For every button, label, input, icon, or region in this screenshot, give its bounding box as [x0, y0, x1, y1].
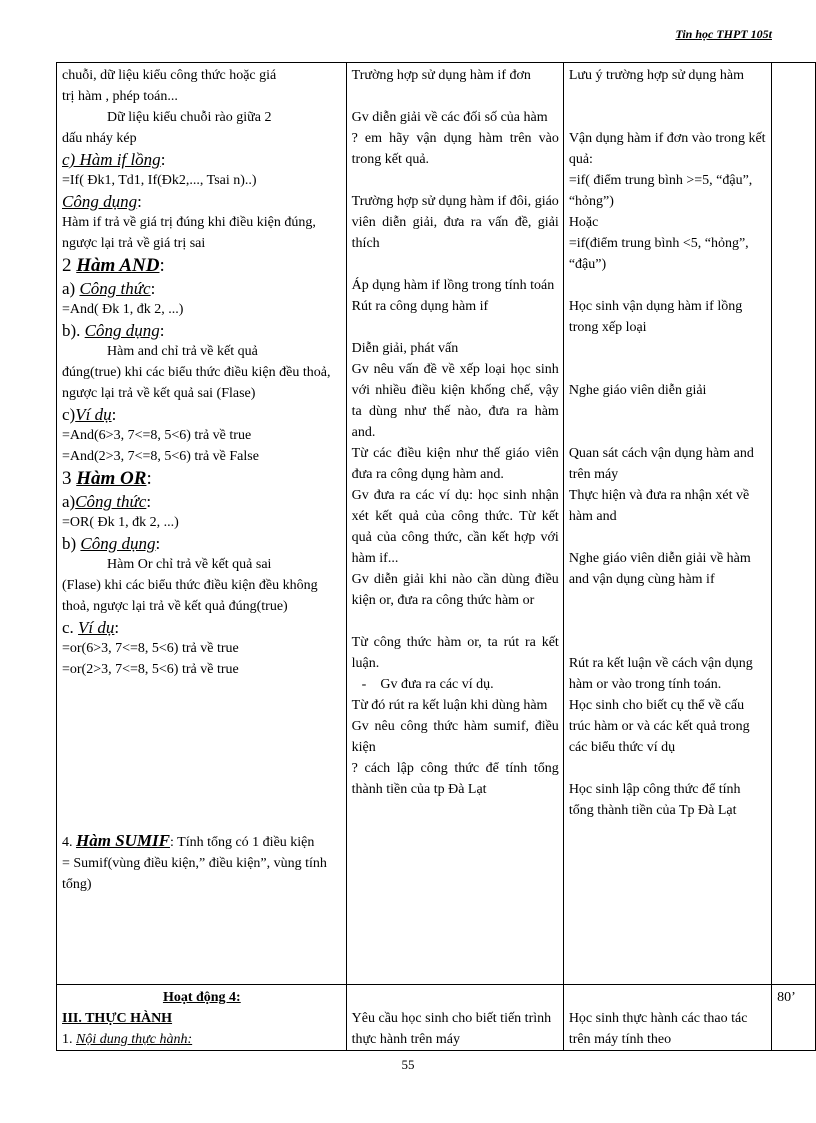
page-number: 55	[401, 1057, 415, 1072]
and-usage-heading: b). Công dụng:	[62, 321, 165, 340]
text-line: Học sinh thực hành các thao tác trên máy tính theo	[568, 1011, 748, 1047]
bullet-line: - Gv đưa ra các ví dụ.	[361, 677, 494, 692]
table-row	[57, 63, 816, 985]
text-line: Nghe giáo viên diễn giải	[568, 383, 707, 398]
time-column	[772, 63, 816, 985]
formula: =If( Đk1, Td1, If(Đk2,..., Tsai n)..)	[62, 173, 257, 188]
text-line: Từ các điều kiện như thế giáo viên đưa ra công dụng hàm and.	[351, 446, 559, 482]
if-nested-heading: c) Hàm if lồng:	[62, 150, 166, 169]
text-line: Nghe giáo viên diễn giải về hàm and vận dụng cùng hàm if	[568, 551, 751, 587]
text-line: Thực hiện và đưa ra nhận xét về hàm and	[568, 488, 750, 524]
teacher-column	[346, 63, 563, 985]
text-line: đúng(true) khi các biểu thức điều kiện đều thoả, ngược lại trả về kết quả sai (Flase)	[62, 365, 331, 401]
content-column	[57, 63, 347, 985]
text-line: Gv diễn giải về các đối số của hàm	[351, 110, 548, 125]
spacer	[62, 680, 342, 830]
text-line: Rút ra kết luận về cách vận dụng hàm or vào trong tính toán.	[568, 656, 753, 692]
example-line: =And(6>3, 7<=8, 5<6) trả về true	[62, 428, 252, 443]
and-formula-heading: a) Công thức:	[62, 279, 156, 298]
text-line: Lưu ý trường hợp sử dụng hàm	[568, 68, 745, 83]
text-line: Từ công thức hàm or, ta rút ra kết luận.	[351, 635, 559, 671]
and-heading: 2 Hàm AND:	[62, 255, 165, 276]
teacher-cell	[346, 985, 563, 1051]
text-line: Diễn giải, phát vấn	[351, 341, 459, 356]
text-line: Từ đó rút ra kết luận khi dùng hàm	[351, 698, 548, 713]
or-heading: 3 Hàm OR:	[62, 468, 152, 489]
text-line: ? cách lập công thức để tính tổng thành tiền của tp Đà Lạt	[351, 761, 559, 797]
text-line: ? em hãy vận dụng hàm trên vào trong kết quả.	[351, 131, 559, 167]
sub-heading: 1. Nội dung thực hành:	[62, 1032, 193, 1047]
text-line: Trường hợp sử dụng hàm if đơn	[351, 68, 531, 83]
or-usage-heading: b) Công dụng:	[62, 534, 161, 553]
text-line: Hoặc	[568, 215, 599, 230]
text-line: Áp dụng hàm if lồng trong tính toán	[351, 278, 555, 293]
student-column	[563, 63, 771, 985]
text-line: Trường hợp sử dụng hàm if đôi, giáo viên diễn giải, đưa ra vấn đề, giải thích	[351, 194, 559, 251]
formula: = Sumif(vùng điều kiện,” điều kiện”, vùng tính tổng)	[62, 856, 327, 892]
text-line: (Flase) khi các biểu thức điều kiện đều không thoả, ngược lại trả về kết quả đúng(true)	[62, 578, 318, 614]
section-title: III. THỰC HÀNH	[62, 1011, 173, 1026]
text-line: Dữ liệu kiểu chuỗi rào giữa 2	[107, 110, 272, 125]
text-line: Yêu cầu học sinh cho biết tiến trình thực hành trên máy	[351, 1011, 552, 1047]
formula: =And( Đk 1, đk 2, ...)	[62, 302, 184, 317]
and-example-heading: c)Ví dụ:	[62, 405, 117, 424]
lesson-table	[56, 62, 816, 1051]
text-line: Học sinh lập công thức để tính tổng thành tiền của Tp Đà Lạt	[568, 782, 741, 818]
example-line: =or(6>3, 7<=8, 5<6) trả về true	[62, 641, 239, 656]
example-line: =And(2>3, 7<=8, 5<6) trả về False	[62, 449, 259, 464]
activity-cell	[57, 985, 347, 1051]
text-line: Rút ra công dụng hàm if	[351, 299, 489, 314]
activity-title: Hoạt động 4:	[162, 990, 241, 1005]
text-line: chuỗi, dữ liệu kiểu công thức hoặc giá	[62, 68, 277, 83]
time-cell	[772, 985, 816, 1051]
text-line: Quan sát cách vận dụng hàm and trên máy	[568, 446, 754, 482]
text-line: Gv diễn giải khi nào cần dùng điều kiện or, đưa ra công thức hàm or	[351, 572, 559, 608]
table-row	[57, 985, 816, 1051]
text-line: Học sinh cho biết cụ thể về cấu trúc hàm or và các kết quả trong các biểu thức ví dụ	[568, 698, 750, 755]
if-usage-heading: Công dụng:	[62, 192, 142, 211]
text-line: trị hàm , phép toán...	[62, 89, 178, 104]
or-formula-heading: a)Công thức:	[62, 492, 152, 511]
text-line: Gv đưa ra các ví dụ: học sinh nhận xét kết quả của công thức. Từ kết quả của công thức, cần kết hợp với hàm if...	[351, 488, 559, 566]
text-line: Hàm if trả về giá trị đúng khi điều kiện đúng, ngược lại trả về giá trị sai	[62, 215, 316, 251]
student-cell	[563, 985, 771, 1051]
time-value: 80’	[777, 990, 796, 1005]
or-example-heading: c. Ví dụ:	[62, 618, 120, 637]
example-line: =or(2>3, 7<=8, 5<6) trả về true	[62, 662, 239, 677]
page-header: Tin học THPT 105t	[675, 27, 772, 41]
text-line: Vận dụng hàm if đơn vào trong kết quả:	[568, 131, 766, 167]
text-line: Gv nêu vấn đề về xếp loại học sinh với nhiều điều kiện khống chế, vậy ta dùng như thế nào, đưa ra hàm and.	[351, 362, 559, 440]
text-line: Gv nêu công thức hàm sumif, điều kiện	[351, 719, 559, 755]
text-line: Học sinh vận dụng hàm if lồng trong xếp loại	[568, 299, 743, 335]
text-line: Hàm Or chỉ trả về kết quả sai	[107, 557, 272, 572]
text-line: Hàm and chỉ trả về kết quả	[107, 344, 258, 359]
text-line: =if(điểm trung bình <5, “hỏng”, “đậu”)	[568, 236, 749, 272]
text-line: =if( điểm trung bình >=5, “đậu”, “hỏng”)	[568, 173, 753, 209]
sumif-heading: 4. Hàm SUMIF: Tính tổng có 1 điều kiện	[62, 831, 315, 850]
text-line: dấu nháy kép	[62, 131, 137, 146]
formula: =OR( Đk 1, đk 2, ...)	[62, 515, 179, 530]
